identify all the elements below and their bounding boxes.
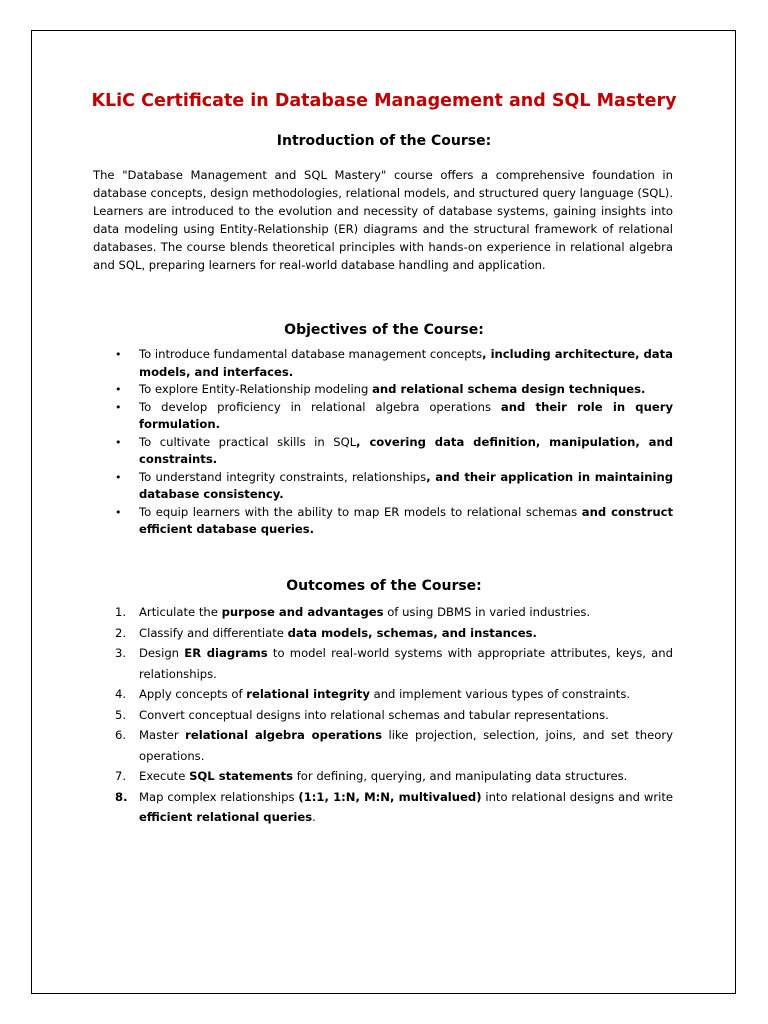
outcome-text-end: and implement various types of constraints.: [369, 687, 631, 701]
objective-text: To develop proficiency in relational algebra operations: [139, 399, 501, 414]
outcome-number: 2.: [115, 625, 127, 640]
outcome-number: 3.: [115, 646, 127, 660]
objective-text: To understand integrity constraints, relationships: [139, 469, 427, 484]
outcome-item: [93, 725, 673, 766]
bullet-icon: •: [115, 470, 122, 484]
outcome-item: [93, 766, 673, 787]
outcome-text: Map complex relationships: [139, 789, 299, 804]
outcome-text: Design: [139, 646, 185, 660]
outcome-text-end: for defining, querying, and manipulating data structures.: [293, 769, 628, 783]
outcome-number: 8.: [115, 789, 128, 804]
outcome-item: [93, 602, 673, 623]
bullet-icon: •: [115, 435, 122, 449]
objective-text: To introduce fundamental database management concepts: [139, 347, 483, 361]
outcome-number: 4.: [115, 687, 127, 701]
bullet-icon: •: [115, 383, 122, 396]
outcome-item: [93, 684, 673, 705]
objective-bold-text: , covering data definition, manipulation, and constraints.: [139, 434, 674, 466]
objective-bold-text: and construct efficient database queries.: [139, 504, 673, 536]
objective-item: [93, 399, 673, 434]
outcome-bold-text: purpose and advantages: [221, 605, 384, 619]
outcome-item: [93, 787, 673, 828]
objectives-heading: Objectives of the Course:: [284, 322, 484, 338]
objective-item: [93, 434, 673, 469]
objective-item: [93, 504, 673, 539]
outcome-text: Apply concepts of: [139, 687, 247, 701]
outcome-bold-text: (1:1, 1:N, M:N, multivalued): [298, 789, 482, 804]
outcome-bold-text: SQL statements: [189, 769, 294, 783]
outcome-text: Classify and differentiate: [139, 625, 288, 640]
outcome-text: Articulate the: [139, 605, 222, 619]
outcome-text: Convert conceptual designs into relational schemas and tabular representations.: [139, 707, 609, 722]
outcomes-heading: Outcomes of the Course:: [286, 578, 482, 594]
outcome-text-end: to model real-world systems with appropriate attributes, keys, and relationships.: [139, 646, 673, 681]
outcome-bold-text: ER diagrams: [184, 646, 268, 660]
objectives-list: [93, 346, 673, 539]
objective-item: [93, 346, 673, 381]
bullet-icon: •: [115, 348, 122, 361]
outcome-item: [93, 705, 673, 726]
outcome-text: Execute: [139, 769, 190, 783]
outcome-bold-text: relational algebra operations: [185, 728, 382, 742]
bullet-icon: •: [115, 505, 122, 519]
outcomes-list: [93, 602, 673, 828]
objective-text: To explore Entity-Relationship modeling: [139, 382, 373, 396]
introduction-heading: Introduction of the Course:: [276, 133, 492, 149]
outcome-bold-text-2: efficient relational queries: [139, 810, 313, 824]
introduction-paragraph: The "Database Management and SQL Mastery" course offers a comprehensive foundation in database concepts, design methodologies, relational models, and structured query language (SQL). Learners are introduced to the evolution and necessity of database systems, gaining insights into data modeling using Entity-Relationship (ER) diagrams and the structural framework of relational databases. The course blends theoretical principles with hands-on experience in relational algebra and SQL, preparing learners for real-world database handling and application.: [93, 168, 673, 272]
outcome-number: 7.: [115, 769, 127, 783]
outcome-number: 6.: [115, 728, 127, 742]
objective-item: [93, 381, 673, 399]
outcome-item: [93, 623, 673, 644]
document-title: KLiC Certificate in Database Management and SQL Mastery: [91, 91, 677, 111]
objective-bold-text: , including architecture, data models, and interfaces.: [139, 347, 673, 379]
objective-bold-text: , and their application in maintaining database consistency.: [139, 469, 674, 501]
objective-text: To cultivate practical skills in SQL: [139, 434, 357, 449]
objective-bold-text: and relational schema design techniques.: [372, 382, 646, 396]
outcome-number: 1.: [115, 605, 127, 619]
outcome-text-end: like projection, selection, joins, and set theory operations.: [139, 728, 673, 763]
outcome-bold-text: data models, schemas, and instances.: [287, 625, 537, 640]
outcome-bold-text: relational integrity: [246, 687, 370, 701]
objective-bold-text: and their role in query formulation.: [139, 399, 673, 431]
bullet-icon: •: [115, 400, 122, 414]
objective-item: [93, 469, 673, 504]
outcome-text-end: .: [312, 810, 316, 824]
outcome-text-mid: into relational designs and write: [481, 789, 673, 804]
outcome-number: 5.: [115, 707, 127, 722]
objective-text: To equip learners with the ability to map ER models to relational schemas: [139, 504, 582, 519]
outcome-text-end: of using DBMS in varied industries.: [383, 605, 591, 619]
outcome-item: [93, 643, 673, 684]
outcome-text: Master: [139, 728, 186, 742]
